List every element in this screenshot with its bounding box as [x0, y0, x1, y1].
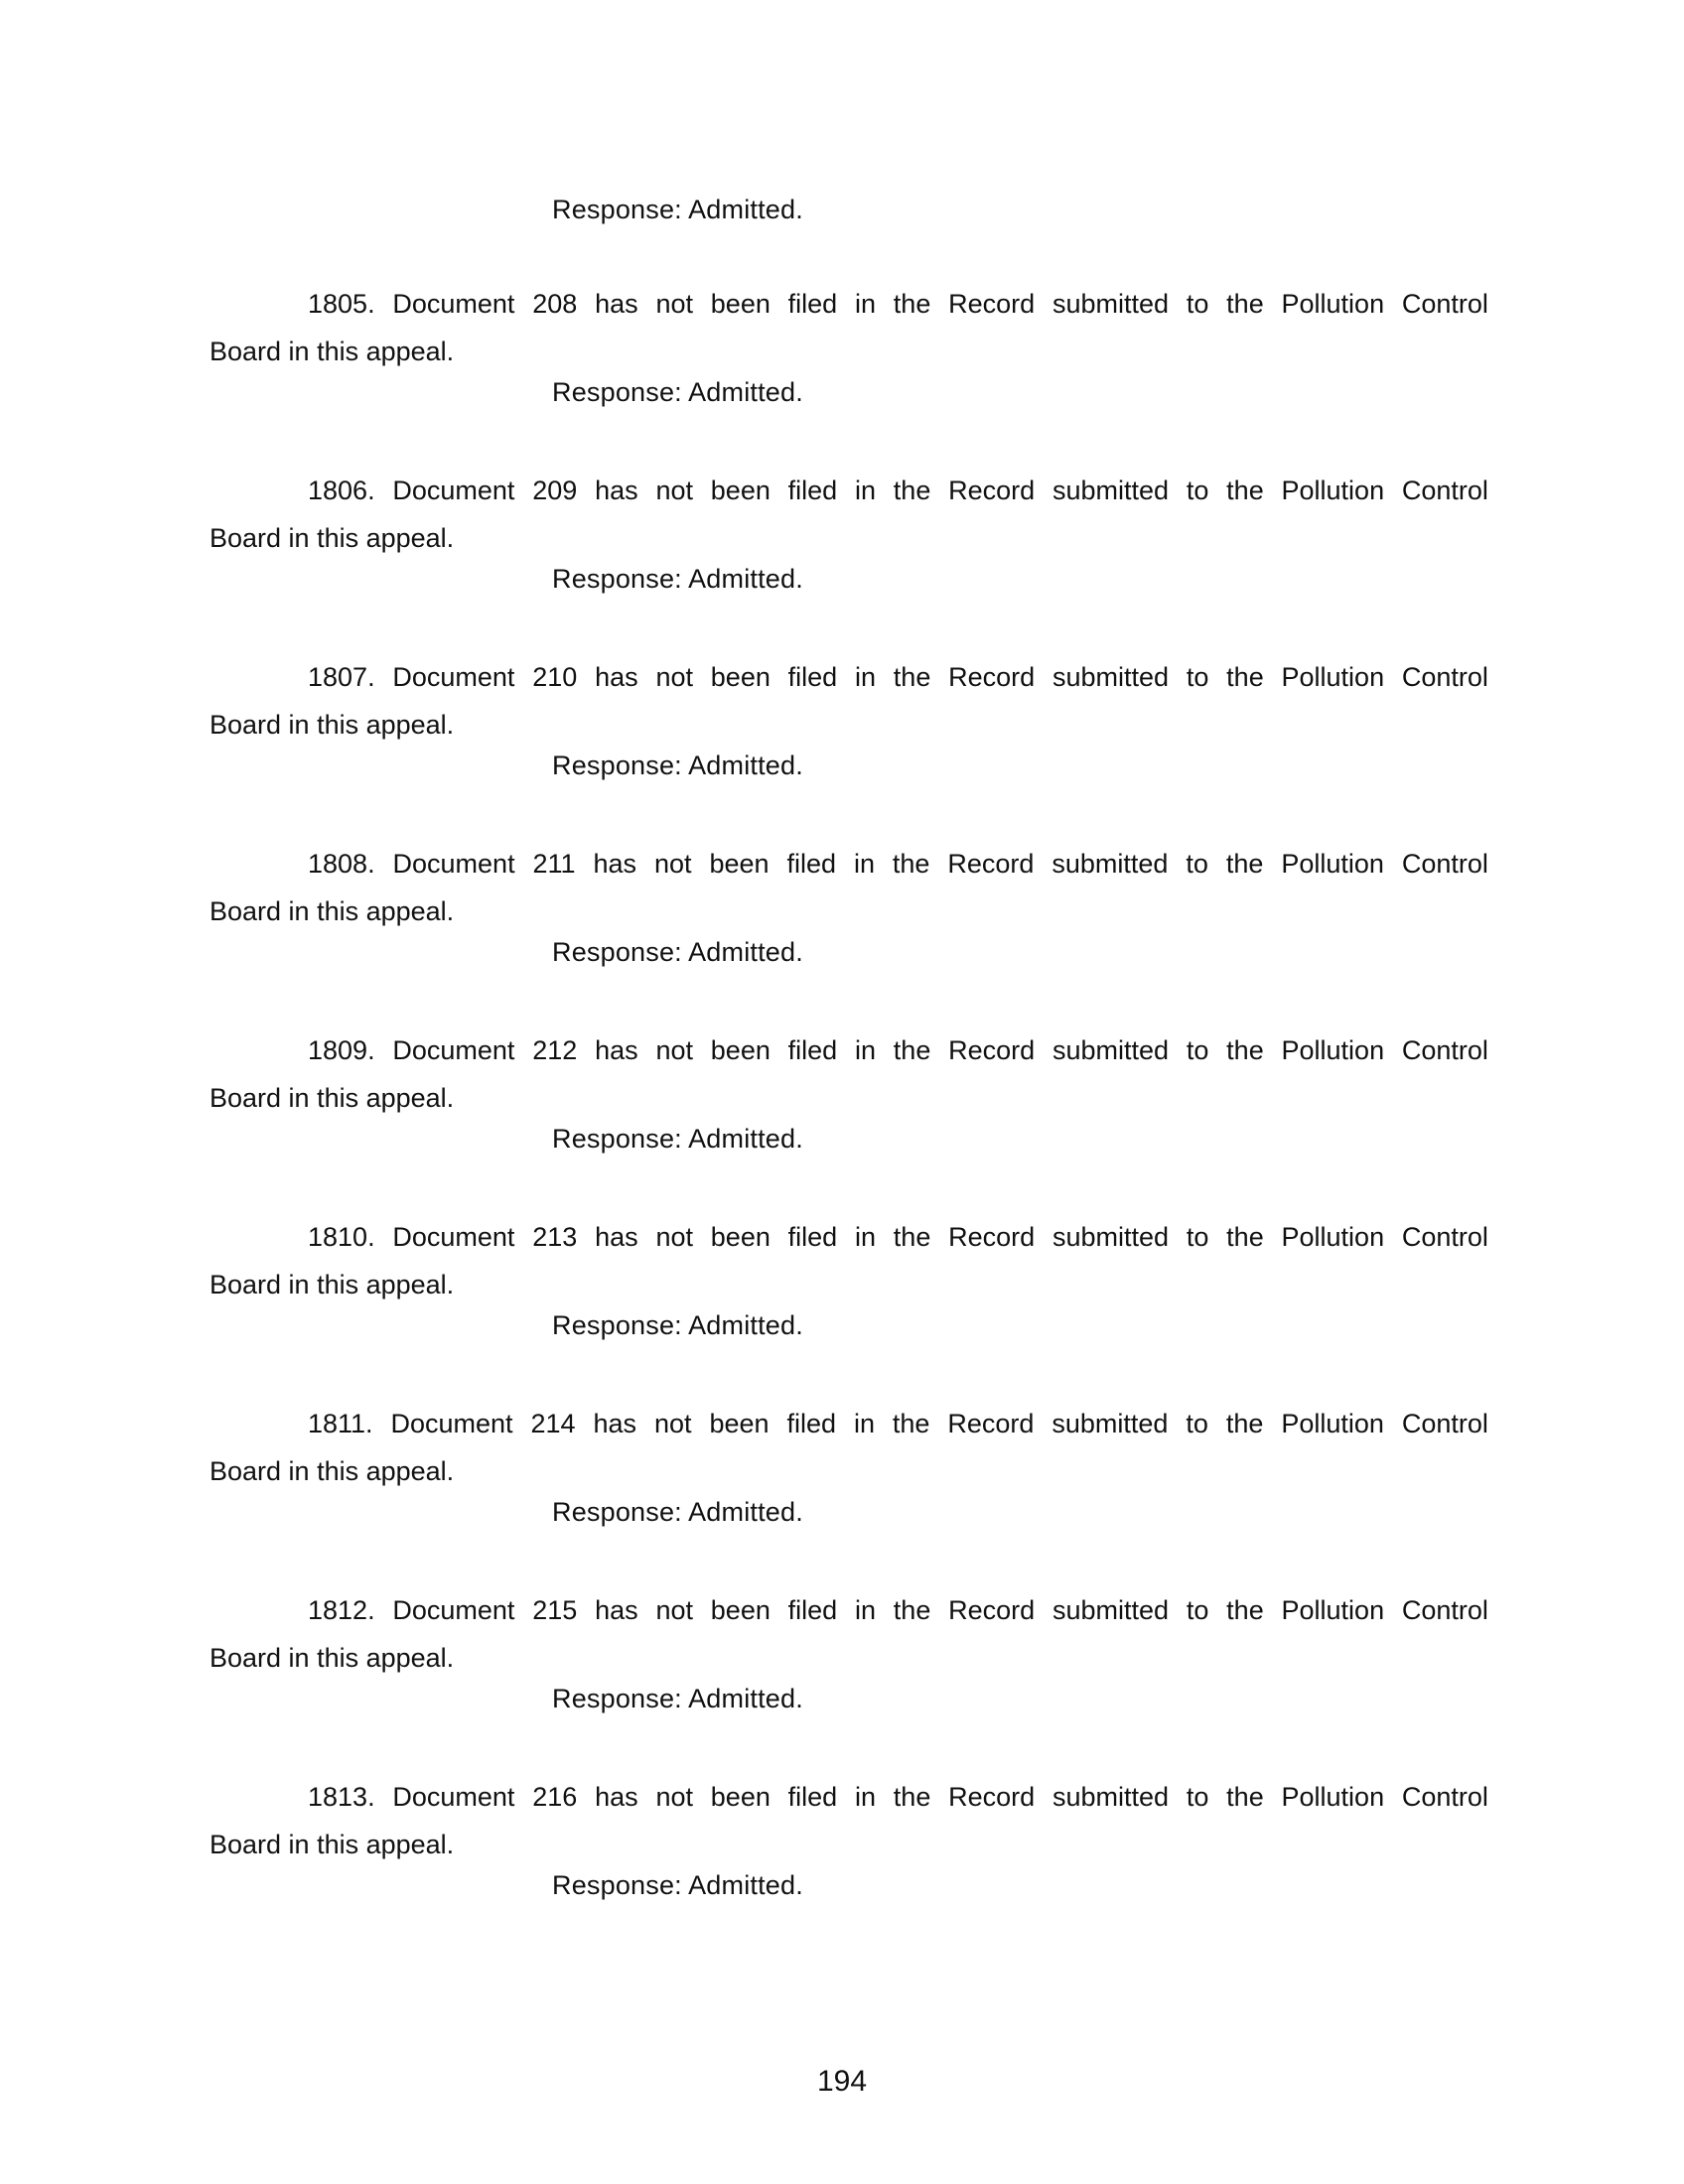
paragraph-word: submitted [1052, 1222, 1170, 1252]
paragraph-word: Control [1401, 1035, 1488, 1065]
paragraph-number: 1808. [308, 849, 375, 879]
paragraph-word: Control [1401, 1782, 1488, 1812]
paragraph-word: the [893, 1782, 931, 1812]
paragraph-first-line [210, 1217, 1488, 1257]
paragraph-word: in [854, 1222, 876, 1252]
paragraph-word: not [655, 1782, 693, 1812]
paragraph-word: submitted [1052, 289, 1170, 319]
numbered-paragraph [210, 471, 1488, 594]
paragraph-word: been [710, 1595, 771, 1625]
paragraph-word: in [853, 1409, 875, 1438]
paragraph-word: submitted [1052, 662, 1170, 692]
paragraph-word: not [655, 1595, 693, 1625]
paragraph-word: in [854, 1595, 876, 1625]
paragraph-word: Pollution [1281, 1782, 1385, 1812]
paragraph-word: the [893, 1595, 931, 1625]
paragraph-word: Control [1401, 1222, 1488, 1252]
paragraph-first-line [210, 284, 1488, 324]
paragraph-word: the [893, 476, 931, 505]
paragraph-word: Pollution [1281, 849, 1384, 879]
paragraph-word: filed [787, 1782, 838, 1812]
paragraph-word: to [1186, 289, 1209, 319]
response-line: Response: Admitted. [552, 377, 803, 407]
paragraph-word: Record [948, 1595, 1036, 1625]
paragraph-word: the [892, 849, 930, 879]
paragraph-word: 215 [532, 1595, 578, 1625]
numbered-paragraph [210, 1777, 1488, 1900]
paragraph-word: has [595, 289, 638, 319]
paragraph-word: Record [947, 1409, 1035, 1438]
paragraph-word: not [655, 1035, 693, 1065]
paragraph-word: the [1226, 289, 1264, 319]
paragraph-word: been [710, 1035, 771, 1065]
paragraph-word: Document [392, 1035, 515, 1065]
page-number: 194 [816, 2065, 868, 2098]
paragraph-word: Pollution [1281, 289, 1385, 319]
paragraph-continuation: Board in this appeal. [210, 1830, 455, 1859]
paragraph-word: to [1186, 662, 1209, 692]
paragraph-continuation: Board in this appeal. [210, 523, 455, 553]
paragraph-word: Record [948, 662, 1036, 692]
paragraph-word: been [709, 1409, 770, 1438]
paragraph-word: Record [948, 1782, 1036, 1812]
paragraph-word: to [1186, 1222, 1209, 1252]
paragraph-first-line [210, 844, 1488, 884]
paragraph-first-line [210, 657, 1488, 697]
paragraph-word: 213 [532, 1222, 578, 1252]
response-line: Response: Admitted. [552, 1124, 803, 1154]
paragraph-number: 1807. [308, 662, 375, 692]
paragraph-word: submitted [1052, 849, 1169, 879]
numbered-paragraph [210, 1404, 1488, 1527]
numbered-paragraph [210, 1590, 1488, 1713]
paragraph-word: Pollution [1281, 1035, 1385, 1065]
paragraph-first-line [210, 1030, 1488, 1070]
paragraph-word: to [1186, 1035, 1209, 1065]
paragraph-word: Document [392, 1222, 515, 1252]
paragraph-word: Document [392, 476, 515, 505]
paragraph-word: been [710, 662, 771, 692]
paragraph-word: Record [947, 849, 1035, 879]
paragraph-word: filed [787, 1595, 838, 1625]
paragraph-number: 1805. [308, 289, 375, 319]
numbered-paragraph [210, 284, 1488, 407]
paragraph-continuation: Board in this appeal. [210, 337, 455, 366]
paragraph-word: filed [787, 1035, 838, 1065]
paragraph-word: submitted [1052, 1782, 1170, 1812]
paragraph-word: the [1226, 662, 1264, 692]
paragraph-word: Document [392, 1782, 515, 1812]
paragraph-number: 1812. [308, 1595, 375, 1625]
paragraph-continuation: Board in this appeal. [210, 1643, 455, 1673]
paragraph-word: Pollution [1281, 1595, 1385, 1625]
paragraph-word: 209 [532, 476, 578, 505]
paragraph-word: has [595, 662, 638, 692]
response-line: Response: Admitted. [552, 1870, 803, 1900]
paragraph-word: submitted [1052, 476, 1170, 505]
paragraph-word: to [1186, 1409, 1208, 1438]
paragraph-word: the [1226, 1782, 1264, 1812]
paragraph-word: Record [948, 476, 1036, 505]
paragraph-continuation: Board in this appeal. [210, 1270, 455, 1299]
paragraph-word: in [854, 289, 876, 319]
numbered-paragraph [210, 1217, 1488, 1340]
paragraph-word: Record [948, 1035, 1036, 1065]
paragraph-number: 1810. [308, 1222, 375, 1252]
numbered-paragraph [210, 1030, 1488, 1154]
paragraph-word: Record [948, 1222, 1036, 1252]
paragraph-word: Pollution [1281, 1409, 1384, 1438]
paragraph-word: Document [392, 849, 515, 879]
paragraph-word: in [853, 849, 875, 879]
numbered-paragraph [210, 844, 1488, 967]
paragraph-word: submitted [1052, 1595, 1170, 1625]
paragraph-word: Control [1401, 662, 1488, 692]
paragraph-word: has [593, 1409, 637, 1438]
paragraph-word: the [1225, 1409, 1264, 1438]
paragraph-word: not [655, 662, 693, 692]
paragraph-word: the [1226, 1595, 1264, 1625]
paragraph-word: the [893, 1035, 931, 1065]
paragraph-continuation: Board in this appeal. [210, 1456, 455, 1486]
paragraph-word: Pollution [1281, 476, 1385, 505]
paragraph-word: Pollution [1281, 1222, 1385, 1252]
paragraph-word: not [655, 1222, 693, 1252]
paragraph-word: to [1186, 1782, 1209, 1812]
paragraph-word: to [1186, 1595, 1209, 1625]
paragraph-word: has [595, 476, 638, 505]
paragraph-word: been [710, 1222, 771, 1252]
paragraph-word: not [655, 289, 693, 319]
paragraph-word: submitted [1052, 1035, 1170, 1065]
paragraph-word: the [892, 1409, 930, 1438]
paragraph-word: Record [948, 289, 1036, 319]
response-line: Response: Admitted. [552, 751, 803, 780]
paragraph-word: not [653, 1409, 692, 1438]
paragraph-word: Control [1401, 1595, 1488, 1625]
paragraph-word: in [854, 1035, 876, 1065]
paragraph-word: Control [1401, 289, 1488, 319]
paragraph-word: been [710, 1782, 771, 1812]
paragraph-word: the [893, 289, 931, 319]
paragraph-word: been [710, 476, 771, 505]
paragraph-word: has [595, 1595, 638, 1625]
paragraph-word: been [709, 849, 770, 879]
paragraph-continuation: Board in this appeal. [210, 896, 455, 926]
paragraph-word: Pollution [1281, 662, 1385, 692]
paragraph-word: 211 [532, 849, 576, 879]
paragraph-word: to [1186, 476, 1209, 505]
paragraph-word: Control [1401, 476, 1488, 505]
paragraph-word: filed [787, 476, 838, 505]
response-line-top: Response: Admitted. [552, 195, 803, 224]
paragraph-first-line [210, 1590, 1488, 1630]
paragraph-word: filed [787, 1222, 838, 1252]
paragraph-word: in [854, 1782, 876, 1812]
response-line: Response: Admitted. [552, 1684, 803, 1713]
paragraph-word: the [893, 1222, 931, 1252]
paragraph-word: Document [390, 1409, 513, 1438]
paragraph-first-line [210, 1404, 1488, 1443]
paragraph-word: in [854, 476, 876, 505]
paragraph-first-line [210, 1777, 1488, 1817]
paragraph-word: to [1186, 849, 1208, 879]
paragraph-word: filed [787, 662, 838, 692]
paragraph-word: 210 [532, 662, 578, 692]
paragraph-word: filed [786, 1409, 837, 1438]
paragraph-number: 1806. [308, 476, 375, 505]
paragraph-word: filed [786, 849, 837, 879]
paragraph-word: filed [787, 289, 838, 319]
paragraph-word: has [593, 849, 637, 879]
paragraph-word: Document [392, 289, 515, 319]
paragraph-word: has [595, 1782, 638, 1812]
paragraph-number: 1811. [308, 1409, 373, 1438]
paragraph-word: Document [392, 662, 515, 692]
paragraph-word: 208 [532, 289, 578, 319]
paragraph-word: in [854, 662, 876, 692]
numbered-paragraph [210, 657, 1488, 780]
paragraph-word: the [1226, 1035, 1264, 1065]
paragraph-word: been [710, 289, 771, 319]
paragraph-word: the [893, 662, 931, 692]
paragraph-word: the [1226, 476, 1264, 505]
response-line: Response: Admitted. [552, 1497, 803, 1527]
paragraph-word: not [655, 476, 693, 505]
paragraph-word: has [595, 1035, 638, 1065]
response-line: Response: Admitted. [552, 564, 803, 594]
paragraph-word: not [653, 849, 692, 879]
paragraph-word: submitted [1052, 1409, 1169, 1438]
paragraph-number: 1809. [308, 1035, 375, 1065]
paragraph-word: 212 [532, 1035, 578, 1065]
response-line: Response: Admitted. [552, 937, 803, 967]
paragraph-continuation: Board in this appeal. [210, 1083, 455, 1113]
paragraph-word: Document [392, 1595, 515, 1625]
paragraph-word: 214 [530, 1409, 576, 1438]
paragraph-word: the [1225, 849, 1264, 879]
paragraph-word: Control [1401, 849, 1488, 879]
paragraph-word: 216 [532, 1782, 578, 1812]
paragraph-continuation: Board in this appeal. [210, 710, 455, 740]
paragraph-first-line [210, 471, 1488, 510]
paragraph-word: the [1226, 1222, 1264, 1252]
response-line: Response: Admitted. [552, 1310, 803, 1340]
paragraph-word: Control [1401, 1409, 1488, 1438]
paragraph-word: has [595, 1222, 638, 1252]
paragraph-number: 1813. [308, 1782, 375, 1812]
